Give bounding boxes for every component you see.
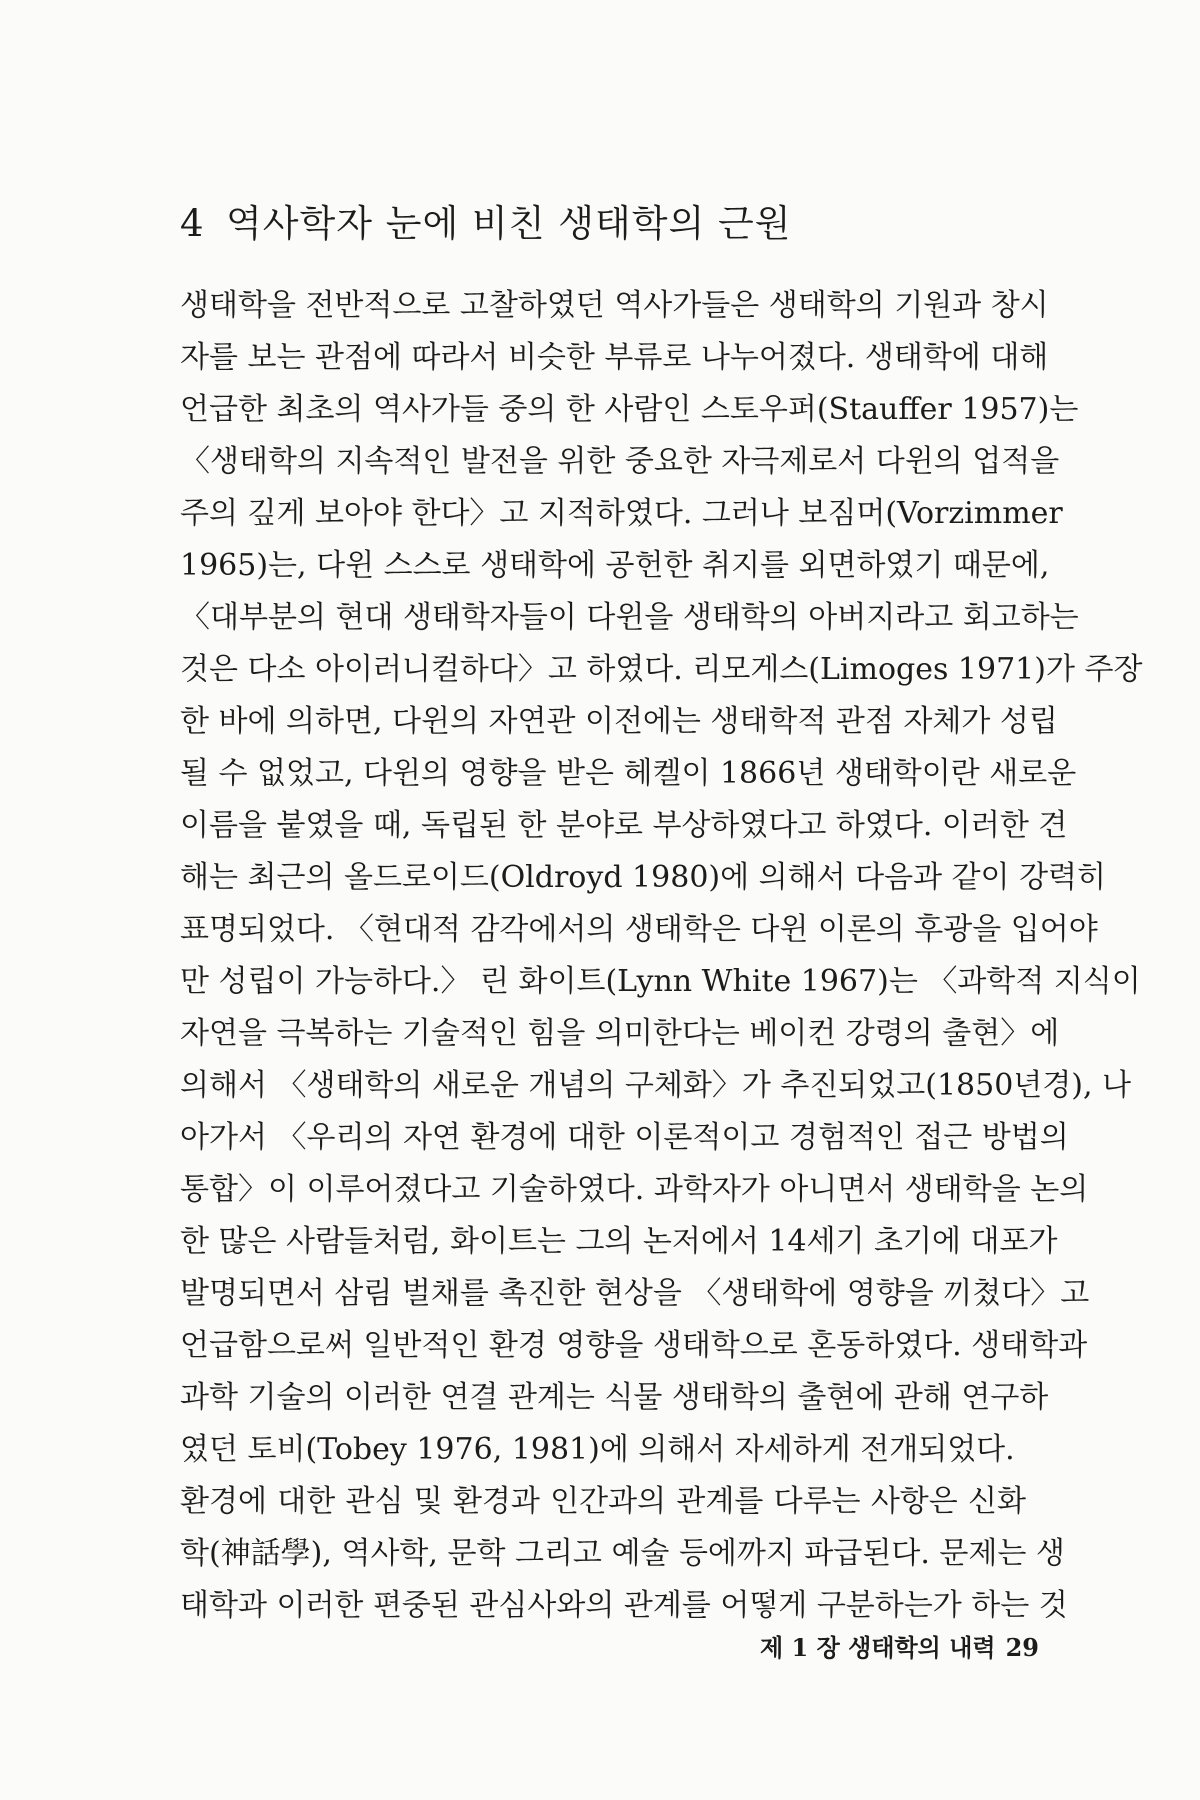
text-line: 자를 보는 관점에 따라서 비슷한 부류로 나누어졌다. 생태학에 대해	[180, 340, 1049, 375]
section-number: 4	[180, 202, 205, 245]
text-line: 이름을 붙였을 때, 독립된 한 분야로 부상하였다고 하였다. 이러한 견	[180, 808, 1068, 843]
page-footer	[760, 1628, 1039, 1663]
text-line: 한 많은 사람들처럼, 화이트는 그의 논저에서 14세기 초기에 대포가	[180, 1224, 1058, 1259]
text-line: 주의 깊게 보아야 한다〉고 지적하였다. 그러나 보짐머(Vorzimmer	[180, 496, 1063, 531]
text-line: 해는 최근의 올드로이드(Oldroyd 1980)에 의해서 다음과 같이 강력히	[180, 860, 1107, 895]
text-line: 언급한 최초의 역사가들 중의 한 사람인 스토우퍼(Stauffer 1957)는	[180, 392, 1079, 427]
text-line: 것은 다소 아이러니컬하다〉고 하였다. 리모게스(Limoges 1971)가 주장	[180, 652, 1143, 687]
text-line: 였던 토비(Tobey 1976, 1981)에 의해서 자세하게 전개되었다.	[180, 1432, 1015, 1467]
text-line: 언급함으로써 일반적인 환경 영향을 생태학으로 혼동하였다. 생태학과	[180, 1328, 1088, 1363]
text-line: 의해서 〈생태학의 새로운 개념의 구체화〉가 추진되었고(1850년경), 나	[180, 1068, 1132, 1103]
chapter-label: 제 1 장 생태학의 내력	[760, 1633, 996, 1662]
text-line: 발명되면서 삼림 벌채를 촉진한 현상을 〈생태학에 영향을 끼쳤다〉고	[180, 1276, 1090, 1311]
text-line: 표명되었다. 〈현대적 감각에서의 생태학은 다윈 이론의 후광을 입어야	[180, 912, 1098, 947]
text-line: 만 성립이 가능하다.〉 린 화이트(Lynn White 1967)는 〈과학적 지식이	[180, 964, 1141, 999]
section-heading	[180, 193, 791, 247]
text-line: 학(神話學), 역사학, 문학 그리고 예술 등에까지 파급된다. 문제는 생	[180, 1536, 1065, 1571]
page-number: 29	[1005, 1633, 1039, 1662]
text-line: 자연을 극복하는 기술적인 힘을 의미한다는 베이컨 강령의 출현〉에	[180, 1016, 1060, 1051]
text-line: 〈대부분의 현대 생태학자들이 다윈을 생태학의 아버지라고 회고하는	[180, 600, 1079, 635]
text-line: 태학과 이러한 편중된 관심사와의 관계를 어떻게 구분하는가 하는 것	[180, 1588, 1068, 1623]
text-line: 생태학을 전반적으로 고찰하였던 역사가들은 생태학의 기원과 창시	[180, 288, 1049, 323]
text-line: 환경에 대한 관심 및 환경과 인간과의 관계를 다루는 사항은 신화	[180, 1484, 1026, 1519]
text-line: 한 바에 의하면, 다윈의 자연관 이전에는 생태학적 관점 자체가 성립	[180, 704, 1058, 739]
text-line: 1965)는, 다윈 스스로 생태학에 공헌한 취지를 외면하였기 때문에,	[180, 548, 1050, 583]
text-line: 통합〉이 이루어졌다고 기술하였다. 과학자가 아니면서 생태학을 논의	[180, 1172, 1089, 1207]
section-title: 역사학자 눈에 비친 생태학의 근원	[226, 202, 792, 245]
text-line: 과학 기술의 이러한 연결 관계는 식물 생태학의 출현에 관해 연구하	[180, 1380, 1049, 1415]
body-text	[180, 280, 1143, 1632]
text-line: 될 수 없었고, 다윈의 영향을 받은 헤켈이 1866년 생태학이란 새로운	[180, 756, 1077, 791]
text-line: 〈생태학의 지속적인 발전을 위한 중요한 자극제로서 다윈의 업적을	[180, 444, 1060, 479]
text-line: 아가서 〈우리의 자연 환경에 대한 이론적이고 경험적인 접근 방법의	[180, 1120, 1069, 1155]
